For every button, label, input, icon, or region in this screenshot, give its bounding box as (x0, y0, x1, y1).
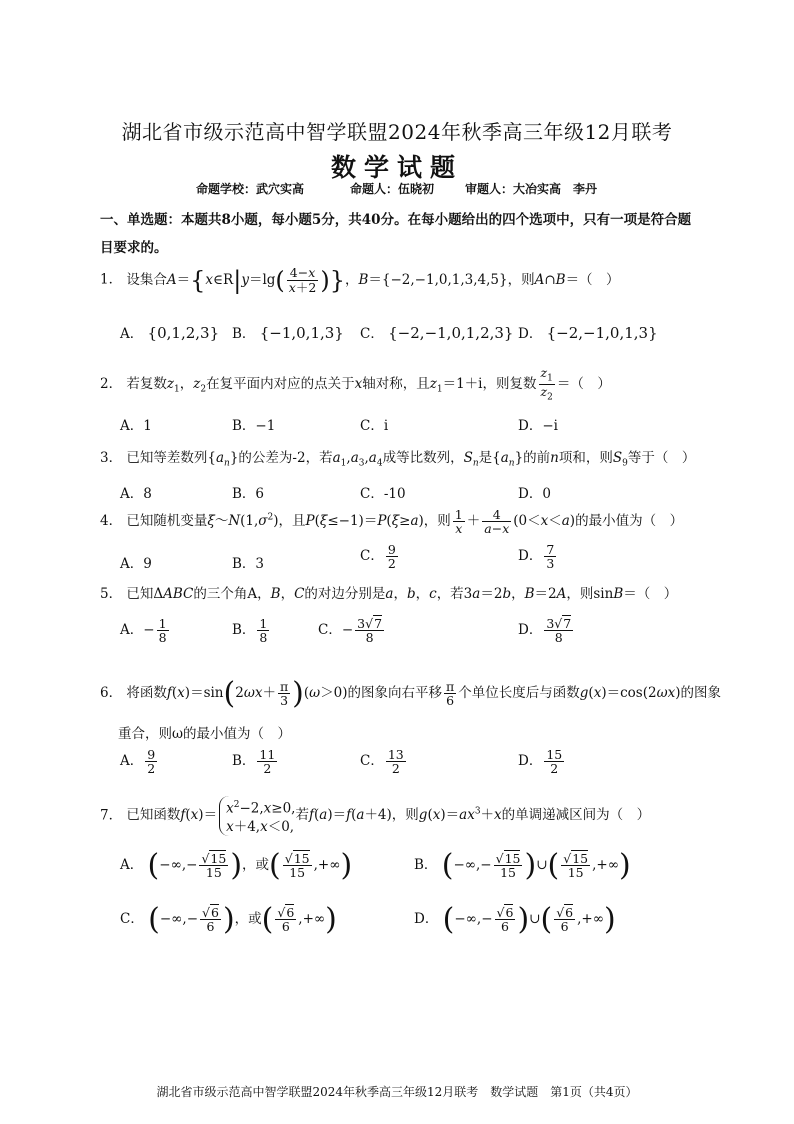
option-6a: A． $\frac{9}{2}$ (120, 747, 156, 777)
question-text: 将函数f(x)＝sin(2ωx＋ $\frac{\pi}{3}$ )(ω＞0)的图象向右平移 $\frac{\pi}{6}$ 个单位长度后与函数g(x)＝cos(2ωx)的图象 (126, 676, 721, 711)
question-text: 已知ΔABC的三个角A，B，C的对边分别是a，b，c，若3a＝2b，B＝2A，则sinB＝（ ） (126, 586, 678, 602)
page-footer: 湖北省市级示范高中智学联盟2024年秋季高三年级12月联考 数学试题 第1页（共4页） (156, 1085, 638, 1099)
option-3c: C．-10 (360, 486, 406, 502)
option-7d: D． (−∞,− $\frac{√6}{6}$ )∪( $\frac{√6}{6}$ ,+∞) (414, 902, 616, 937)
option-4c: C． $\frac{9}{2}$ (360, 542, 396, 572)
option-3b: B．6 (232, 486, 265, 502)
option-6d: D． $\frac{15}{2}$ (518, 747, 563, 777)
question-text: 若复数$z_1$，$z_2$在复平面内对应的点关于x轴对称，且$z_1=1+i$，则复数 $\frac{z_1}{z_2}$ ＝（ ） (126, 365, 611, 403)
option-2d: D．−i (518, 418, 558, 434)
option-1d: D． {−2,−1,0,1,3} (518, 324, 658, 342)
option-3d: D．0 (518, 486, 551, 502)
option-5a: A．− $\frac{1}{8}$ (120, 616, 167, 646)
question-6: 6． 将函数f(x)＝sin(2ωx＋ $\frac{\pi}{3}$ )(ω＞0)的图象向右平移 $\frac{\pi}{6}$ 个单位长度后与函数g(x)＝cos(2ωx)的图象 (100, 676, 721, 711)
option-2c: C．i (360, 418, 389, 434)
reviewer-info: 审题人：大冶实高 李丹 (465, 182, 598, 196)
option-2b: B．−1 (232, 418, 276, 434)
option-1a: A． {0,1,2,3} (120, 324, 220, 342)
author-info: 命题人：伍晓初 (350, 182, 435, 196)
option-7b: B． (−∞,− $\frac{√15}{15}$ )∪( $\frac{√15}{15}$ ,+∞) (414, 848, 631, 883)
option-7a: A． (−∞,− $\frac{√15}{15}$ )，或( $\frac{√15}{15}$ ,+∞) (120, 848, 353, 883)
school-info: 命题学校：武穴实高 (196, 182, 305, 196)
subject-title: 数学试题 (330, 153, 463, 182)
question-text: 已知随机变量$\xi\sim N(1,\sigma^2)$，且P(ξ≤−1)＝P(ξ≥a)，则 $\frac{1}{x}$ ＋ $\frac{4}{a-x}$ (0＜x＜a)的最小值为（ ） (126, 507, 684, 537)
option-1c: C． {−2,−1,0,1,2,3} (360, 324, 514, 342)
question-text: 已知函数$f(x)= x^2-2,x\ge 0$, x＋4,x＜0,若f(a)＝f(a＋4)，则$g(x)=ax^3+x$的单调递减区间为（ ） (126, 807, 650, 823)
option-5b: B． $\frac{1}{8}$ (232, 616, 268, 646)
option-2a: A．1 (120, 418, 152, 434)
question-4: 4． 已知随机变量$\xi\sim N(1,\sigma^2)$，且P(ξ≤−1)＝P(ξ≥a)，则 $\frac{1}{x}$ ＋ $\frac{4}{a-x}$ (0＜x＜a)的最小值为（ ） (100, 507, 684, 537)
question-5: 5． 已知ΔABC的三个角A，B，C的对边分别是a，b，c，若3a＝2b，B＝2A，则sinB＝（ ） (100, 586, 678, 602)
option-6b: B． $\frac{11}{2}$ (232, 747, 276, 777)
option-4b: B．3 (232, 556, 265, 572)
option-5d: D． $\frac{3√7}{8}$ (518, 616, 572, 646)
question-7: 7． 已知函数$f(x)= x^2-2,x\ge 0$, x＋4,x＜0,若f(a)＝f(a＋4)，则$g(x)=ax^3+x$的单调递减区间为（ ） (100, 796, 650, 836)
option-4a: A．9 (120, 556, 152, 572)
option-4d: D． $\frac{7}{3}$ (518, 542, 555, 572)
option-6c: C． $\frac{13}{2}$ (360, 747, 404, 777)
question-text: 设集合A＝{x∈R|y＝lg( $\frac{4-x}{x+2}$ )}，B＝{−2,−1,0,1,3,4,5}，则A∩B＝（ ） (126, 265, 620, 295)
option-7c: C． (−∞,− $\frac{√6}{6}$ )，或( $\frac{√6}{6}$ ,+∞) (120, 902, 337, 937)
question-1 (100, 266, 620, 294)
option-1b: B． {−1,0,1,3} (232, 324, 344, 342)
exam-title: 湖北省市级示范高中智学联盟2024年秋季高三年级12月联考 (121, 120, 673, 144)
section-heading: 一、单选题：本题共8小题，每小题5分，共40分。在每小题给出的四个选项中，只有一项是符合题目要求的。 (100, 212, 692, 256)
question-number: 1． (100, 271, 123, 288)
option-3a: A．8 (120, 486, 152, 502)
question-6-continued: 重合，则ω的最小值为（ ） (118, 726, 292, 742)
question-3: 3． 已知等差数列$\{a_n\}$的公差为-2，若$a_1,a_3,a_4$成等比数列，$S_n$是$\{a_n\}$的前n项和，则$S_9$等于（ ） (100, 450, 696, 469)
option-5c: C．− $\frac{3√7}{8}$ (318, 616, 383, 646)
question-2: 2． 若复数$z_1$，$z_2$在复平面内对应的点关于x轴对称，且$z_1=1+i$，则复数 $\frac{z_1}{z_2}$ ＝（ ） (100, 365, 611, 403)
question-text: 已知等差数列$\{a_n\}$的公差为-2，若$a_1,a_3,a_4$成等比数列，$S_n$是$\{a_n\}$的前n项和，则$S_9$等于（ ） (126, 450, 696, 469)
